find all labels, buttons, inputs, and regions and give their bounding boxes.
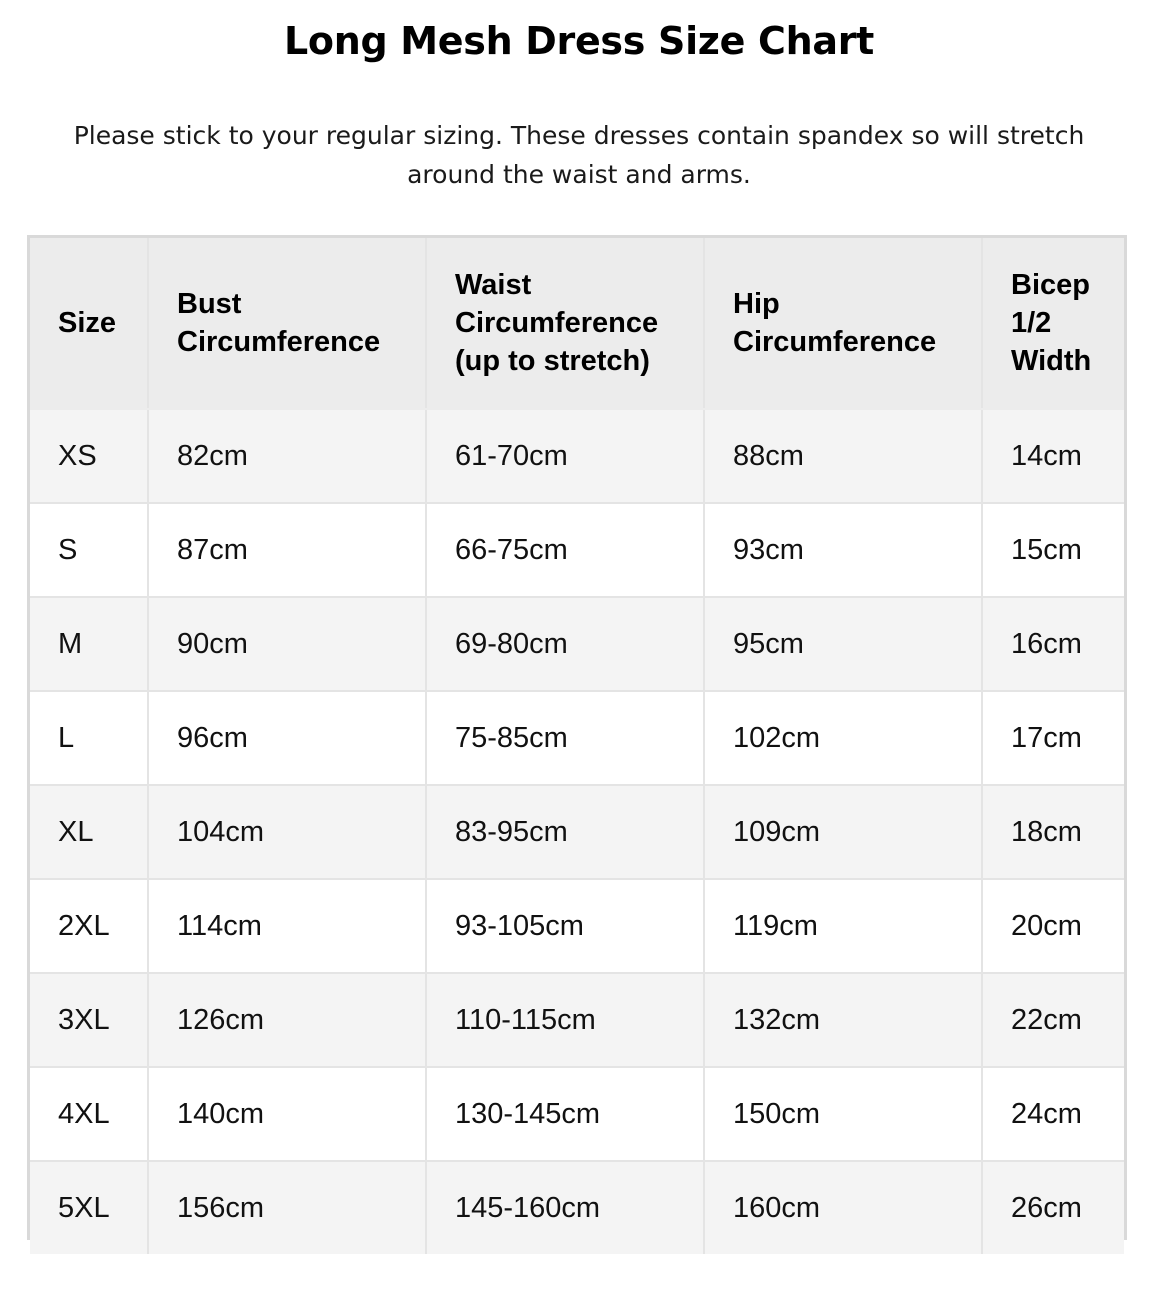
table-row bbox=[30, 973, 1124, 1067]
header-row bbox=[30, 238, 1124, 409]
hip-cell: 132cm bbox=[704, 973, 982, 1067]
header-line: 1/2 bbox=[1011, 307, 1052, 339]
size-cell: 4XL bbox=[30, 1067, 148, 1161]
bust-cell: 114cm bbox=[148, 879, 426, 973]
header-line: Width bbox=[1011, 345, 1092, 377]
waist-cell: 69-80cm bbox=[426, 597, 704, 691]
hip-cell: 150cm bbox=[704, 1067, 982, 1161]
header-line: Circumference bbox=[177, 326, 381, 358]
bicep-cell: 14cm bbox=[982, 409, 1124, 503]
table-row bbox=[30, 785, 1124, 879]
bicep-cell: 22cm bbox=[982, 973, 1124, 1067]
bicep-cell: 26cm bbox=[982, 1161, 1124, 1254]
header-line: Hip bbox=[733, 288, 780, 320]
waist-cell: 61-70cm bbox=[426, 409, 704, 503]
table-row bbox=[30, 879, 1124, 973]
waist-cell: 66-75cm bbox=[426, 503, 704, 597]
header-line: Waist bbox=[455, 269, 532, 301]
page-title: Long Mesh Dress Size Chart bbox=[283, 19, 874, 63]
bust-cell: 82cm bbox=[148, 409, 426, 503]
hip-cell: 160cm bbox=[704, 1161, 982, 1254]
waist-circumference-header bbox=[426, 238, 704, 409]
waist-cell: 130-145cm bbox=[426, 1067, 704, 1161]
bust-cell: 87cm bbox=[148, 503, 426, 597]
size-cell: 3XL bbox=[30, 973, 148, 1067]
size-chart-table-container bbox=[27, 235, 1127, 1240]
header-line: Circumference bbox=[733, 326, 937, 358]
bicep-cell: 20cm bbox=[982, 879, 1124, 973]
table-row bbox=[30, 503, 1124, 597]
size-header bbox=[30, 238, 148, 409]
size-cell: S bbox=[30, 503, 148, 597]
bust-cell: 96cm bbox=[148, 691, 426, 785]
sizing-note: Please stick to your regular sizing. These dresses contain spandex so will stretch around the waist and arms. bbox=[73, 121, 1085, 189]
table-row bbox=[30, 409, 1124, 503]
bicep-cell: 16cm bbox=[982, 597, 1124, 691]
header-line: (up to stretch) bbox=[455, 345, 650, 377]
waist-cell: 110-115cm bbox=[426, 973, 704, 1067]
bicep-cell: 17cm bbox=[982, 691, 1124, 785]
size-cell: XS bbox=[30, 409, 148, 503]
hip-circumference-header bbox=[704, 238, 982, 409]
waist-cell: 93-105cm bbox=[426, 879, 704, 973]
table-header bbox=[30, 238, 1124, 409]
size-cell: M bbox=[30, 597, 148, 691]
hip-cell: 93cm bbox=[704, 503, 982, 597]
bicep-cell: 24cm bbox=[982, 1067, 1124, 1161]
bust-cell: 140cm bbox=[148, 1067, 426, 1161]
bust-cell: 104cm bbox=[148, 785, 426, 879]
table-body bbox=[30, 409, 1124, 1254]
table-row bbox=[30, 1067, 1124, 1161]
waist-cell: 75-85cm bbox=[426, 691, 704, 785]
bicep-cell: 15cm bbox=[982, 503, 1124, 597]
bust-circumference-header bbox=[148, 238, 426, 409]
waist-cell: 145-160cm bbox=[426, 1161, 704, 1254]
bust-cell: 90cm bbox=[148, 597, 426, 691]
size-cell: L bbox=[30, 691, 148, 785]
header-line: Bust bbox=[177, 288, 242, 320]
size-chart-table bbox=[30, 238, 1124, 1254]
table-row bbox=[30, 597, 1124, 691]
header-line: Bicep bbox=[1011, 269, 1090, 301]
bicep-half-width-header bbox=[982, 238, 1124, 409]
hip-cell: 88cm bbox=[704, 409, 982, 503]
size-cell: XL bbox=[30, 785, 148, 879]
table-row bbox=[30, 691, 1124, 785]
header-line: Circumference bbox=[455, 307, 659, 339]
hip-cell: 95cm bbox=[704, 597, 982, 691]
size-cell: 2XL bbox=[30, 879, 148, 973]
bust-cell: 126cm bbox=[148, 973, 426, 1067]
bicep-cell: 18cm bbox=[982, 785, 1124, 879]
waist-cell: 83-95cm bbox=[426, 785, 704, 879]
size-cell: 5XL bbox=[30, 1161, 148, 1254]
hip-cell: 102cm bbox=[704, 691, 982, 785]
bust-cell: 156cm bbox=[148, 1161, 426, 1254]
hip-cell: 109cm bbox=[704, 785, 982, 879]
hip-cell: 119cm bbox=[704, 879, 982, 973]
table-row bbox=[30, 1161, 1124, 1254]
header-line: Size bbox=[58, 307, 117, 339]
